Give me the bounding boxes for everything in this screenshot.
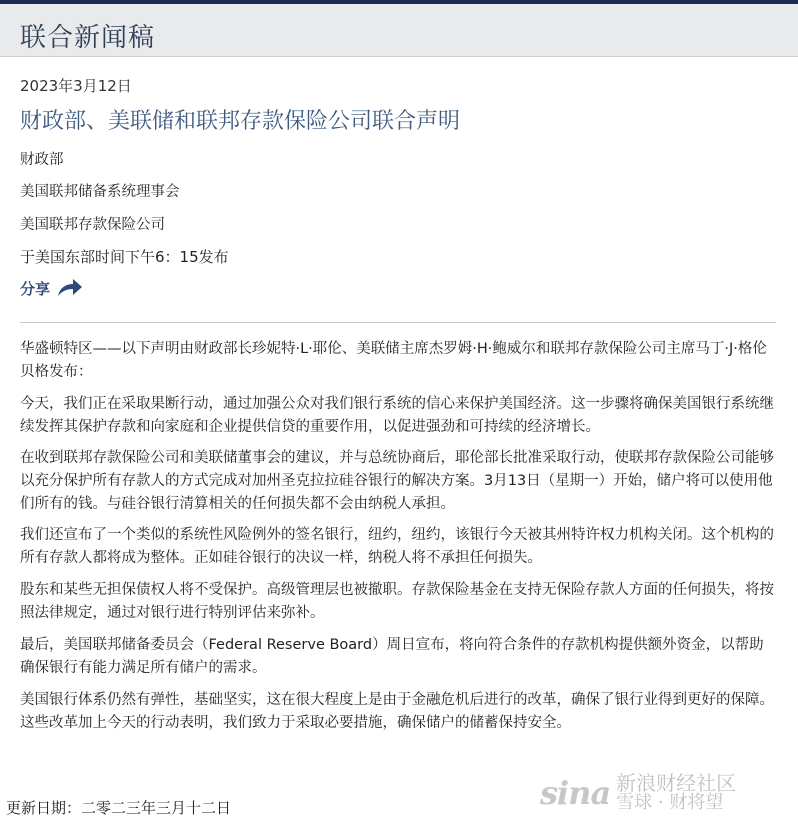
agency-federal-reserve: 美国联邦储备系统理事会 [20,184,180,200]
paragraph-text: 美国银行体系仍然有弹性，基础坚实，这在很大程度上是由于金融危机后进行的改革，确保了银行业得到更好的保障。这些改革加上今天的行动表明，我们致力于采取必要措施，确保储户的储蓄保持安全。 [20,692,774,731]
release-date: 2023年3月12日 [20,77,132,95]
watermark-line-1: 新浪财经社区 [616,771,737,795]
body-paragraph-3 [20,447,776,516]
agency-treasury: 财政部 [20,152,64,168]
body-paragraph-7 [20,689,776,735]
paragraph-text: 股东和某些无担保债权人将不受保护。高级管理层也被撤职。存款保险基金在支持无保险存款人方面的任何损失，将按照法律规定，通过对银行进行特别评估来弥补。 [20,582,774,621]
paragraph-text: 最后，美国联邦储备委员会（Federal Reserve Board）周日宣布，将向符合条件的存款机构提供额外资金，以帮助确保银行有能力满足所有储户的需求。 [20,637,764,676]
paragraph-text: 在收到联邦存款保险公司和美联储董事会的建议，并与总统协商后，耶伦部长批准采取行动，使联邦存款保险公司能够以充分保护所有存款人的方式完成对加州圣克拉拉硅谷银行的解决方案。3月13日（星期一）开始，储户将可以使用他们所有的钱。与硅谷银行清算相关的任何损失都不会由纳税人承担。 [20,450,774,512]
body-paragraph-2 [20,393,776,439]
paragraph-text: 华盛顿特区——以下声明由财政部长珍妮特·L·耶伦、美联储主席杰罗姆·H·鲍威尔和联邦存款保险公司主席马丁·J·格伦贝格发布： [20,341,767,380]
updated-date: 更新日期：二零二三年三月十二日 [6,799,232,817]
watermark-text [616,773,736,813]
share-label: 分享 [20,279,51,298]
sina-logo: sina [540,774,611,812]
published-time: 于美国东部时间下午6：15发布 [20,248,229,266]
share-arrow-icon [56,276,84,300]
section-divider [20,322,776,323]
body-paragraph-6 [20,634,776,680]
body-paragraph-1 [20,338,776,384]
watermark-line-2: 雪球 · 财将望 [616,792,724,813]
release-title: 财政部、美联储和联邦存款保险公司联合声明 [20,109,461,134]
body-paragraph-4 [20,524,776,570]
body-paragraph-5 [20,579,776,625]
page-header [0,4,798,57]
agency-fdic: 美国联邦存款保险公司 [20,217,165,233]
paragraph-text: 我们还宣布了一个类似的系统性风险例外的签名银行，纽约，纽约，该银行今天被其州特许权力机构关闭。这个机构的所有存款人都将成为整体。正如硅谷银行的决议一样，纳税人将不承担任何损失。 [20,527,774,566]
paragraph-text: 今天，我们正在采取果断行动，通过加强公众对我们银行系统的信心来保护美国经济。这一步骤将确保美国银行系统继续发挥其保护存款和向家庭和企业提供信贷的重要作用，以促进强劲和可持续的经济增长。 [20,396,774,435]
share-button[interactable] [20,276,84,300]
page-title: 联合新闻稿 [20,23,156,53]
sina-watermark [540,773,736,813]
